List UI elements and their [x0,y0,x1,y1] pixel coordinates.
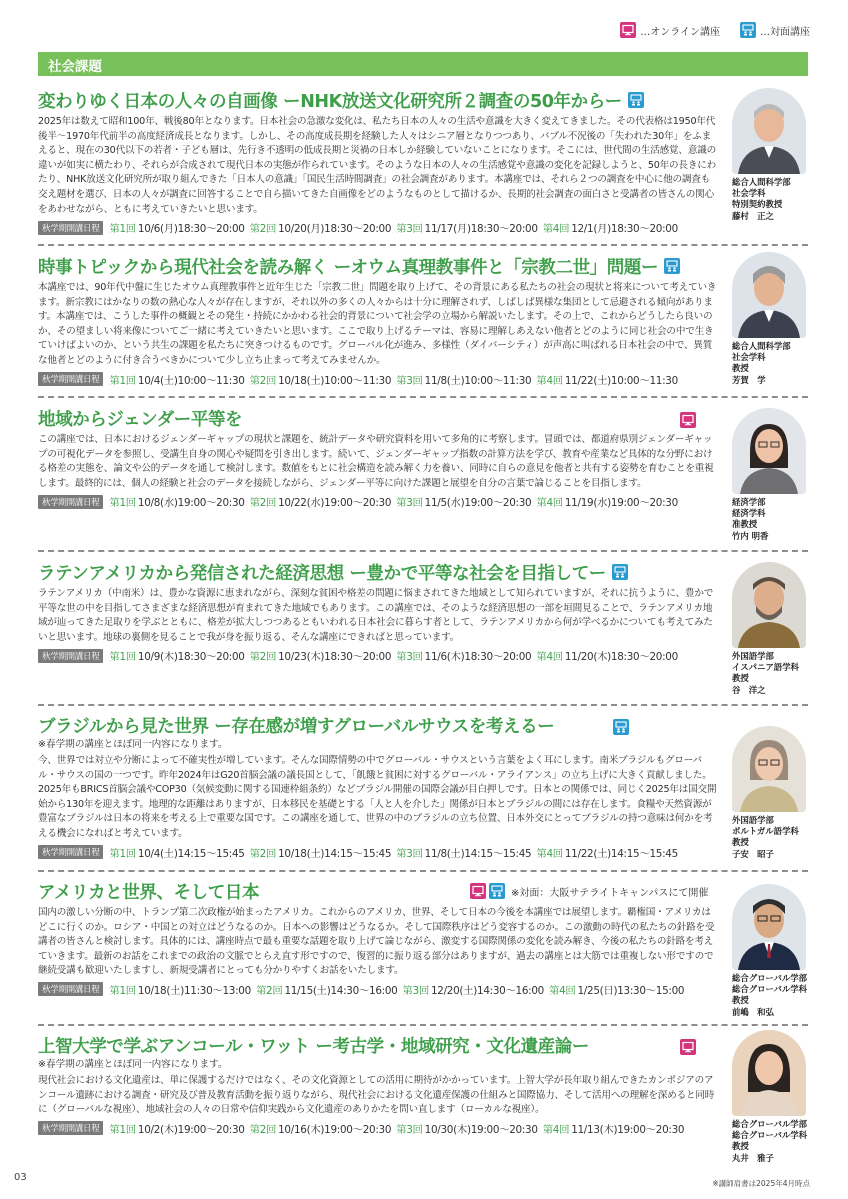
instructor-6 [732,884,810,1018]
instructor-position: 教授 [732,1141,749,1152]
course-schedule [38,982,808,997]
instructor-faculty: 総合人間科学部 [732,177,791,187]
course-schedule [38,372,808,387]
divider [38,244,808,246]
session-date: 10/9(木)18:30〜20:00 [137,651,245,664]
session-number: 第3回 [402,984,429,997]
instructor-position: 教授 [732,995,749,1006]
session-number: 第3回 [396,1123,423,1136]
instructor-info [732,341,810,386]
session-number: 第2回 [249,1123,277,1136]
instructor-name: 藤村 正之 [732,210,774,221]
instructor-photo [732,562,806,648]
course-description: 2025年は数えて昭和100年、戦後80年となります。日本社会の急激な変化は、私たち日本の人々の生活や意識を大きく変えてきました。その代表格は1950年代後半〜1970年代前半の高度経済成長となります。しかし、その高度成長期を経験した人々はシニア層となりつつあり、バブル不況後の「失われた30年」をふまえると、現在の30代以下の若者・子ども層は、先行き不透明の低成長期と災禍の日本しか経験していないことになります。そこには、世代間の生活感覚、意識の違いが如実に横たわり、それらが合成されて現代日本の実態が作られています。そのような日本の人々の生活感覚や意識の変化を記録しようと、50年の長きにわたり、NHK放送文化研究所が取り組んできた「日本人の意識」「国民生活時間調査」の社会調査があります。本講座では、それら２つの調査を中心に他の調査も交え題材を選び、日本の人々が調査に回答することで自ら描いてきた自画像をどのようなものとして描けるか、長期的社会調査の面白さと受講者の皆さんの関心をあわせながら、ともに考えていきたいと思います。 [38,116,716,215]
venue-info [470,883,708,899]
instructor-department: 総合グローバル学科 [732,984,807,995]
instructor-name: 丸井 雅子 [732,1152,774,1163]
session-date: 10/4(土)14:15〜15:45 [137,847,245,860]
session-3 [396,1121,538,1136]
session-2 [256,982,398,997]
session-number: 第3回 [396,223,423,236]
instructor-info [732,815,810,860]
session-date: 10/16(木)19:00〜20:30 [278,1123,392,1136]
venue-note: ※対面：大阪サテライトキャンパスにて開催 [511,887,709,899]
instructor-name: 谷 洋之 [732,684,766,695]
instructor-name: 竹内 明香 [732,530,769,541]
instructor-1 [732,88,810,222]
instructor-photo [732,88,806,174]
monitor-icon [620,22,636,38]
session-3 [396,648,531,663]
course-title-text: ラテンアメリカから発信された経済思想 ー豊かで平等な社会を目指してー [38,563,606,584]
instructor-department: 社会学科 [732,188,766,199]
course-title-text: 上智大学で学ぶアンコール・ワット ー考古学・地域研究・文化遺産論ー [38,1036,589,1057]
course-title [38,88,808,112]
course-title-text: 地域からジェンダー平等を [38,409,243,430]
session-number: 第2回 [249,374,277,387]
divider [38,870,808,872]
mode-legend [620,22,810,38]
session-date: 11/17(月)18:30〜20:00 [424,223,538,236]
session-date: 10/4(土)10:00〜11:30 [137,374,245,387]
footnote: ※講師肩書は2025年4月時点 [712,1179,810,1188]
session-number: 第2回 [249,497,277,510]
session-1 [109,648,244,663]
course-title-text: アメリカと世界、そして日本 [38,882,260,903]
instructor-info [732,973,810,1018]
instructor-name: 前嶋 和弘 [732,1006,774,1017]
session-date: 11/5(水)19:00〜20:30 [424,497,532,510]
classroom-icon [613,719,629,735]
instructor-position: 准教授 [732,519,758,530]
session-date: 11/6(木)18:30〜20:00 [424,651,532,664]
session-3 [396,845,531,860]
course-description: 現代社会における文化遺産は、単に保護するだけではなく、その文化資源としての活用に期待がかかっています。上智大学が長年取り組んできたカンボジアのアンコール遺跡における調査・研究及び普及教育活動を振り返りながら、現代社会における文化遺産保護の仕組みと国際協力、そして活用への理解を深めると同時に（グローバルな視座）、地域社会の人々の日常や信仰実践から文化遺産のありかたを問い直します（ローカルな視座）。 [38,1075,715,1116]
session-number: 第1回 [109,1123,136,1136]
instructor-name: 子安 昭子 [732,848,774,859]
course-description: 国内の激しい分断の中、トランプ第二次政権が始まったアメリカ。これからのアメリカ、世界、そして日本の今後を本講座では展望します。覇権国・アメリカはどこに行くのか。ロシア・中国との対立はどうなるのか。日本への影響はどうなるか。そして国際秩序はどう変容するのか。この激動の時代の私たちの針路を受講者の皆さんと検討します。具体的には、講座時点で最も重要な話題を取り上げて論じながら、激変する国際関係の変化を読み解き、今後の私たちの針路を考えていきます。最新のお話をこれまでの政治の文脈でとらえ直す形ですので、復習的に振り返る部分はありますが、過去の講座とは大筋では重複しない形ですので継続受講も歓迎いたしますし、新規受講者にとっても分かりやすくお話をいたします。 [38,907,715,977]
session-number: 第4回 [549,984,576,997]
schedule-label: 秋学期開講日程 [38,649,103,663]
instructor-photo [732,408,806,494]
divider [38,550,808,552]
course-title [38,254,808,278]
session-number: 第1回 [109,984,136,997]
instructor-department: 経済学科 [732,508,766,519]
session-number: 第2回 [255,984,283,997]
schedule-label: 秋学期開講日程 [38,221,103,235]
session-number: 第2回 [249,847,277,860]
course-4 [38,560,808,663]
legend-inperson [740,22,810,38]
session-1 [109,494,244,509]
session-2 [250,372,392,387]
instructor-2 [732,252,810,386]
session-number: 第1回 [109,847,136,860]
monitor-icon [680,412,696,428]
instructor-department: ポルトガル語学科 [732,826,799,837]
session-date: 11/15(土)14:30〜16:00 [284,984,398,997]
session-number: 第2回 [249,223,277,236]
instructor-info [732,1119,810,1164]
session-date: 10/18(土)14:15〜15:45 [278,847,392,860]
instructor-info [732,177,810,222]
course-title [38,560,808,584]
legend-inperson-label: …対面講座 [760,26,810,38]
instructor-faculty: 外国語学部 [732,815,774,825]
session-number: 第4回 [542,223,570,236]
legend-online-label: …オンライン講座 [640,26,720,38]
course-1 [38,88,808,235]
instructor-department: 総合グローバル学科 [732,1130,807,1141]
course-title-text: 時事トピックから現代社会を読み解く ーオウム真理教事件と「宗教二世」問題ー [38,257,659,278]
session-date: 1/25(日)13:30〜15:00 [577,984,685,997]
session-number: 第4回 [536,374,563,387]
session-number: 第3回 [396,651,423,664]
schedule-label: 秋学期開講日程 [38,495,103,509]
session-date: 11/8(土)10:00〜11:30 [424,374,532,387]
course-description: ラテンアメリカ（中南米）は、豊かな資源に恵まれながら、深刻な貧困や格差の問題に悩まされてきた地域として知られていますが、それに抗うように、豊かで平等な世の中を目指してさまざまな経済思想が育まれてきた地域でもあります。この講座では、そのような経済思想の一部を垣間見ることで、ラテンアメリカ地域が辿ってきた足取りを学ぶとともに、格差が拡大しつつあるともいわれる日本社会に暮らす者として、ラテンアメリカから何が学べるかについても考えてみたいと思います。地球の裏側を見ることで我が身を振り返る、そんな講座にできればと思っています。 [38,588,714,643]
session-2 [250,1121,392,1136]
instructor-photo [732,252,806,338]
session-date: 10/8(水)19:00〜20:30 [137,497,245,510]
session-3 [396,372,531,387]
session-number: 第4回 [536,847,563,860]
instructor-photo [732,884,806,970]
session-date: 10/6(月)18:30〜20:00 [137,223,245,236]
page-number: 03 [14,1172,27,1183]
section-header: 社会課題 [38,52,808,76]
monitor-icon [680,1039,696,1055]
session-date: 10/18(土)11:30〜13:00 [137,984,251,997]
instructor-info [732,651,810,696]
schedule-label: 秋学期開講日程 [38,982,103,996]
monitor-icon [470,883,486,899]
session-date: 12/20(土)14:30〜16:00 [430,984,544,997]
session-1 [109,1121,244,1136]
session-date: 11/20(木)18:30〜20:00 [564,651,678,664]
session-number: 第1回 [109,223,136,236]
course-description: この講座では、日本におけるジェンダーギャップの現状と課題を、統計データや研究資料を用いて多角的に考察します。冒頭では、都道府県別ジェンダーギャップの可視化データを参照し、受講生自身の関心や疑問を引き出します。続いて、ジェンダーギャップ指数の計算方法を学び、教育や産業など具体的な分野における格差の実態を、論文や公的データを通して検討します。数値をもとに社会構造を読み解く力を養い、同時に自らの意見を他者と共有する姿勢を育むことを重視します。最終的には、個人の経験と社会のデータを接続しながら、ジェンダー平等に向けた課題と展望を自分の言葉で論じることを目指します。 [38,434,714,489]
session-4 [536,845,678,860]
session-1 [109,845,244,860]
course-description: 本講座では、90年代中盤に生じたオウム真理教事件と近年生じた「宗教二世」問題を取り上げて、その背景にある私たちの社会の現状と将来について考えていきます。新宗教にはかなりの数の熱心な人々が存在しますが、それ以外の多くの人々からは十分に理解されず、しばしば異様な集団として忌避される傾向があります。本講座では、こうした事件の概観とその発生・持続にかかわる社会的背景について社会学の立場から解説いたします。その上で、これからどうしたら良いのか、その望ましい将来像についてご一緒に考えていきたいと思います。ここで取り上げるテーマは、容易に理解しあえない他者とどのように同じ社会の中で生きていけばよいのか、という共生の課題を私たちに突きつけるものです。グローバル化が進み、多様性（ダイバーシティ）が声高に叫ばれる日本社会の中で、異質な他者とどのように付き合うべきかについて少し立ち止まって考えてみませんか。 [38,282,717,366]
session-date: 10/23(木)18:30〜20:00 [278,651,392,664]
session-date: 12/1(月)18:30〜20:00 [571,223,678,236]
session-1 [109,220,244,235]
session-date: 10/22(水)19:00〜20:30 [278,497,392,510]
session-2 [250,220,392,235]
course-schedule [38,220,808,235]
course-schedule [38,648,808,663]
instructor-info [732,497,810,542]
session-4 [536,648,678,663]
instructor-name: 芳賀 学 [732,374,766,385]
session-2 [250,494,392,509]
course-title-text: 変わりゆく日本の人々の自画像 ーNHK放送文化研究所２調査の50年からー [38,91,622,112]
session-1 [109,372,244,387]
course-title [38,713,808,737]
session-number: 第4回 [536,497,563,510]
classroom-icon [628,92,644,108]
session-number: 第4回 [536,651,563,664]
session-1 [109,982,251,997]
session-number: 第2回 [249,651,277,664]
schedule-label: 秋学期開講日程 [38,845,103,859]
session-number: 第3回 [396,847,423,860]
session-4 [543,1121,685,1136]
session-3 [402,982,544,997]
session-number: 第1回 [109,374,136,387]
session-4 [536,494,678,509]
session-date: 10/18(土)10:00〜11:30 [278,374,392,387]
session-date: 10/2(木)19:00〜20:30 [137,1123,245,1136]
session-3 [396,220,538,235]
instructor-photo [732,1030,806,1116]
instructor-5 [732,726,810,860]
course-schedule [38,845,808,860]
instructor-3 [732,408,810,542]
session-date: 11/13(木)19:00〜20:30 [571,1123,685,1136]
session-date: 11/19(水)19:00〜20:30 [564,497,678,510]
instructor-position: 教授 [732,363,749,374]
divider [38,1024,808,1026]
session-4 [543,220,678,235]
course-5 [38,713,808,860]
course-note: ※春学期の講座とほぼ同一内容になります。 [38,739,228,750]
instructor-faculty: 外国語学部 [732,651,774,661]
schedule-label: 秋学期開講日程 [38,372,103,386]
schedule-label: 秋学期開講日程 [38,1121,103,1135]
instructor-faculty: 総合グローバル学部 [732,1119,807,1129]
session-number: 第4回 [542,1123,570,1136]
session-4 [536,372,678,387]
classroom-icon [612,564,628,580]
instructor-7 [732,1030,810,1164]
instructor-department: 社会学科 [732,352,766,363]
instructor-position: 特別契約教授 [732,199,783,210]
instructor-faculty: 経済学部 [732,497,766,507]
instructor-department: イスパニア語学科 [732,662,799,673]
course-schedule [38,1121,808,1136]
instructor-photo [732,726,806,812]
divider [38,396,808,398]
course-schedule [38,494,808,509]
session-3 [396,494,531,509]
instructor-position: 教授 [732,673,749,684]
classroom-icon [664,258,680,274]
instructor-faculty: 総合グローバル学部 [732,973,807,983]
classroom-icon [489,883,505,899]
session-date: 11/22(土)10:00〜11:30 [564,374,678,387]
classroom-icon [740,22,756,38]
session-2 [250,648,392,663]
legend-online [620,22,720,38]
course-note: ※春学期の講座とほぼ同一内容になります。 [38,1059,228,1070]
session-2 [250,845,392,860]
session-date: 10/20(月)18:30〜20:00 [278,223,392,236]
course-2 [38,254,808,387]
session-date: 11/22(土)14:15〜15:45 [564,847,678,860]
divider [38,704,808,706]
session-number: 第3回 [396,497,423,510]
session-date: 11/8(土)14:15〜15:45 [424,847,532,860]
session-number: 第1回 [109,497,136,510]
instructor-faculty: 総合人間科学部 [732,341,791,351]
course-description: 今、世界では対立や分断によって不確実性が増しています。そんな国際情勢の中でグローバル・サウスという言葉をよく耳にします。南米ブラジルもグローバル・サウスの国の一つです。昨年2024年はG20首脳会議の議長国として、「飢餓と貧困に対するグローバル・アライアンス」の立ち上げに大きく貢献しました。2025年もBRICS首脳会議やCOP30（気候変動に関する国連枠組条約）などブラジル開催の国際会議が目白押しです。日本との関係では、同じく2025年は国交開始から130年を迎えます。地理的な距離はありますが、日本移民を基礎とする「人と人を介した」関係が日本とブラジルの間には存在します。食糧や天然資源が豊富なブラジルは日本の将来を考える上で重要な国です。この講座を通して、世界の中のブラジルの立ち位置、日本外交にとってブラジルの持つ意味は何かを考える機会になればと考えています。 [38,755,717,839]
session-4 [549,982,684,997]
session-number: 第3回 [396,374,423,387]
instructor-4 [732,562,810,696]
session-date: 10/30(木)19:00〜20:30 [424,1123,538,1136]
instructor-position: 教授 [732,837,749,848]
course-title-text: ブラジルから見た世界 ー存在感が増すグローバルサウスを考えるー [38,716,555,737]
session-number: 第1回 [109,651,136,664]
